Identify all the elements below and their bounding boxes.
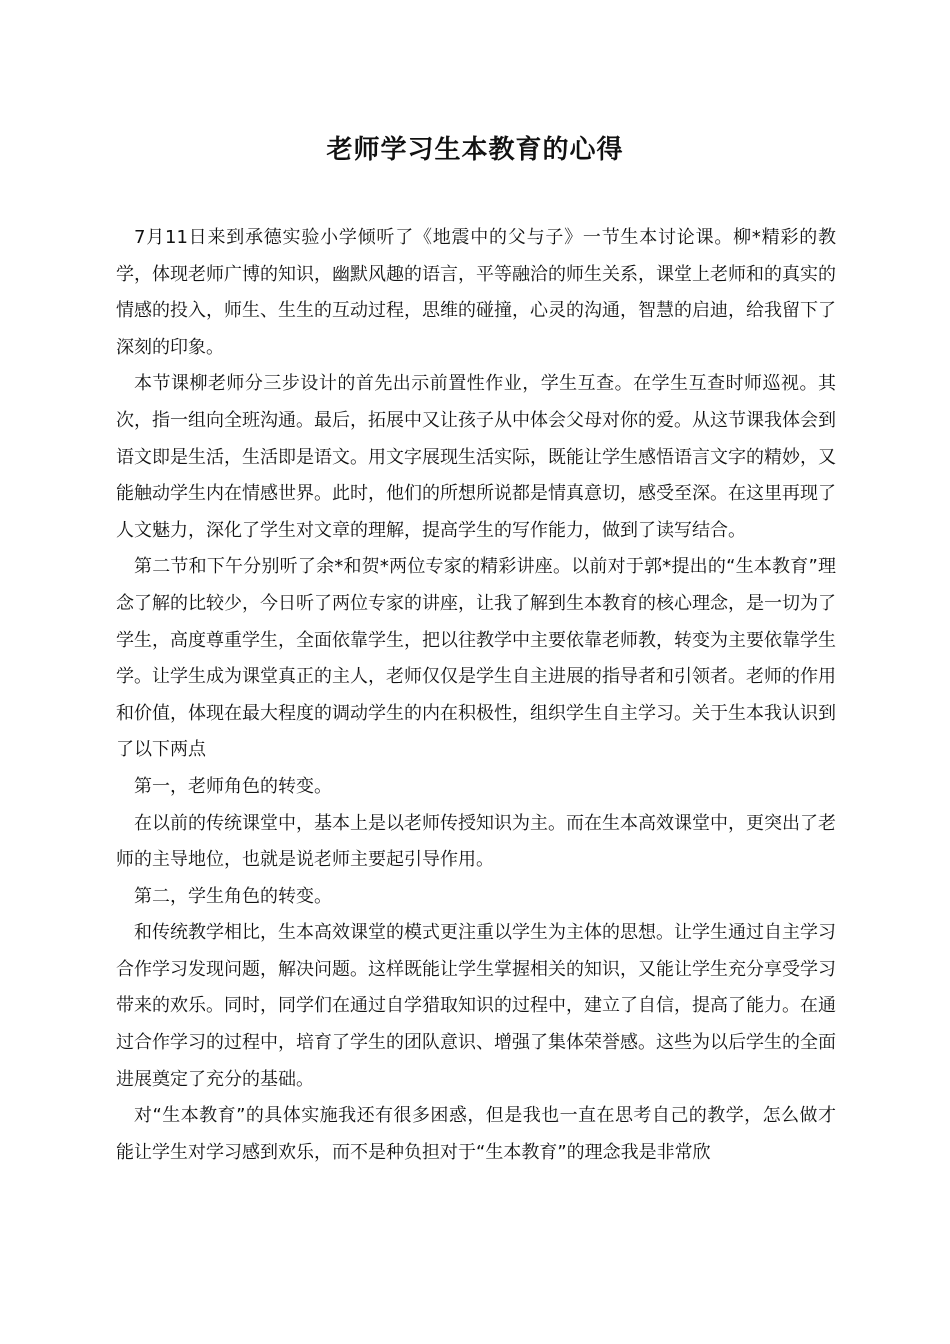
paragraph-heading: 第一，老师角色的转变。	[134, 775, 332, 797]
paragraph-heading: 第二，学生角色的转变。	[134, 885, 332, 907]
document-body	[116, 220, 836, 1171]
paragraph: 本节课柳老师分三步设计的首先出示前置性作业，学生互查。在学生互查时师巡视。其次，指一组向全班沟通。最后，拓展中又让孩子从中体会父母对你的爱。从这节课我体会到语文即是生活，生活即是语文。用文字展现生活实际，既能让学生感悟语言文字的精妙，又能触动学生内在情感世界。此时，他们的所想所说都是情真意切，感受至深。在这里再现了人文魅力，深化了学生对文章的理解，提高学生的写作能力，做到了读写结合。	[116, 373, 836, 541]
paragraph: 在以前的传统课堂中，基本上是以老师传授知识为主。而在生本高效课堂中，更突出了老师的主导地位，也就是说老师主要起引导作用。	[116, 812, 836, 871]
document-title: 老师学习生本教育的心得	[326, 135, 624, 165]
paragraph: 第二节和下午分别听了余*和贺*两位专家的精彩讲座。以前对于郭*提出的“生本教育”理念了解的比较少，今日听了两位专家的讲座，让我了解到生本教育的核心理念，是一切为了学生，高度尊重学生，全面依靠学生，把以往教学中主要依靠老师教，转变为主要依靠学生学。让学生成为课堂真正的主人，老师仅仅是学生自主进展的指导者和引领者。老师的作用和价值，体现在最大程度的调动学生的内在积极性，组织学生自主学习。关于生本我认识到了以下两点	[116, 556, 836, 761]
paragraph: 7月11日来到承德实验小学倾听了《地震中的父与子》一节生本讨论课。柳*精彩的教学，体现老师广博的知识，幽默风趣的语言，平等融洽的师生关系，课堂上老师和的真实的情感的投入，师生、生生的互动过程，思维的碰撞，心灵的沟通，智慧的启迪，给我留下了深刻的印象。	[116, 227, 836, 358]
paragraph: 和传统教学相比，生本高效课堂的模式更注重以学生为主体的思想。让学生通过自主学习合作学习发现问题，解决问题。这样既能让学生掌握相关的知识，又能让学生充分享受学习带来的欢乐。同时，同学们在通过自学猎取知识的过程中，建立了自信，提高了能力。在通过合作学习的过程中，培育了学生的团队意识、增强了集体荣誉感。这些为以后学生的全面进展奠定了充分的基础。	[116, 922, 836, 1090]
paragraph: 对“生本教育”的具体实施我还有很多困惑，但是我也一直在思考自己的教学，怎么做才能让学生对学习感到欢乐，而不是种负担对于“生本教育”的理念我是非常欣	[116, 1105, 836, 1163]
